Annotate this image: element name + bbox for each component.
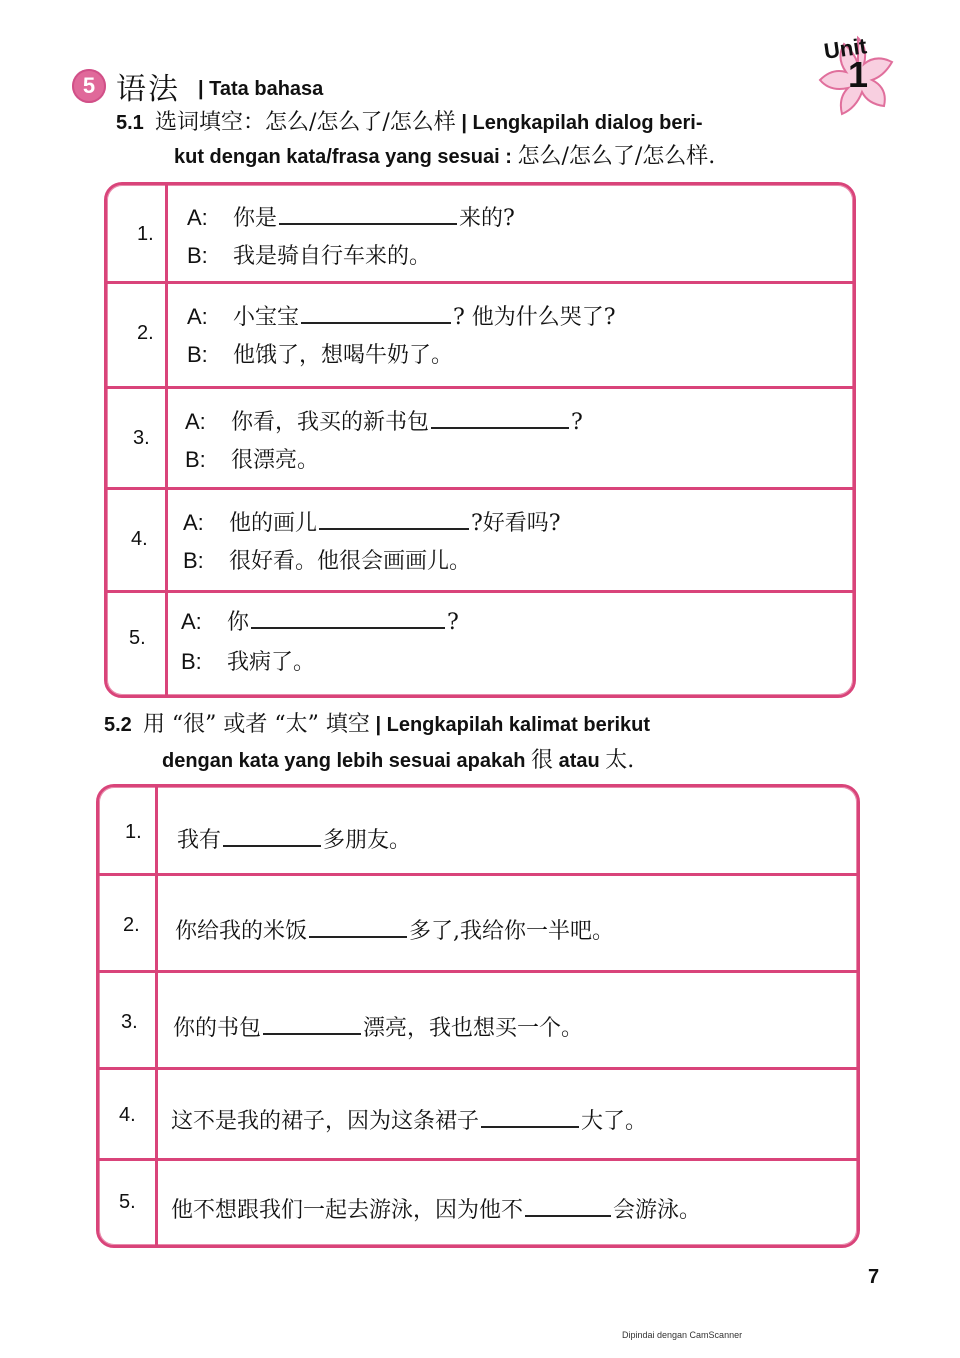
exercise-2-instruction xyxy=(104,708,650,742)
speaker-a: A: xyxy=(183,510,204,535)
word-hen: 很 xyxy=(531,748,554,773)
text-after-blank: 会游泳。 xyxy=(613,1198,702,1223)
exercise-2-instruction-line-2 xyxy=(162,744,634,778)
speaker-a: A: xyxy=(187,205,208,230)
text-before-blank: 你的书包 xyxy=(173,1016,262,1041)
item-number: 4. xyxy=(119,1104,136,1126)
exercise-1-row xyxy=(107,281,853,386)
text-after-blank: ? xyxy=(571,410,583,435)
dialog-line-b xyxy=(183,544,471,575)
dialog-line-a xyxy=(181,605,459,636)
sentence xyxy=(177,823,411,854)
section-subtitle: | Tata bahasa xyxy=(198,77,324,100)
text-before-blank: 你看，我买的新书包 xyxy=(231,410,430,435)
text-after-blank: ?好看吗? xyxy=(471,511,561,536)
exercise-1-row xyxy=(107,487,853,590)
speaker-a: A: xyxy=(185,409,206,434)
exercise-2-row xyxy=(99,873,857,970)
answer-blank[interactable] xyxy=(319,506,469,530)
text-before-blank: 他的画儿 xyxy=(229,511,318,536)
exercise-2-row xyxy=(99,1067,857,1158)
dialog-line-a xyxy=(185,405,583,436)
speaker-b: B: xyxy=(183,548,204,573)
page-number: 7 xyxy=(868,1266,880,1288)
unit-badge xyxy=(810,32,906,120)
exercise-2-instruction-cn: 用 “很” 或者 “太” 填空 xyxy=(142,712,370,737)
answer-blank[interactable] xyxy=(263,1011,361,1035)
response-text: 很漂亮。 xyxy=(231,448,320,473)
exercise-2-instruction-id-1: | Lengkapilah kalimat berikut xyxy=(375,714,651,736)
item-number: 3. xyxy=(121,1011,138,1033)
unit-label: Unit xyxy=(822,33,869,64)
exercise-2-instruction-id-2a: dengan kata yang lebih sesuai apakah xyxy=(162,750,526,772)
answer-blank[interactable] xyxy=(525,1193,611,1217)
text-before-blank: 你是 xyxy=(233,206,278,231)
answer-blank[interactable] xyxy=(223,823,321,847)
speaker-b: B: xyxy=(181,649,202,674)
text-before-blank: 你给我的米饭 xyxy=(175,919,308,944)
speaker-a: A: xyxy=(181,609,202,634)
response-text: 我是骑自行车来的。 xyxy=(233,244,432,269)
exercise-2-row xyxy=(99,787,857,873)
exercise-1-row xyxy=(107,590,853,695)
section-header xyxy=(72,64,323,108)
answer-blank[interactable] xyxy=(301,300,451,324)
dialog-line-b xyxy=(185,443,319,474)
dialog-line-b xyxy=(181,645,315,676)
exercise-1-row xyxy=(107,386,853,487)
text-after-blank: 大了。 xyxy=(581,1109,648,1134)
sentence xyxy=(171,1104,647,1135)
exercise-2-row xyxy=(99,1158,857,1245)
speaker-a: A: xyxy=(187,304,208,329)
exercise-1-instruction-cn: 选词填空：怎么/怎么了/怎么样 xyxy=(154,110,456,135)
exercise-1-instruction xyxy=(116,106,703,140)
item-number: 4. xyxy=(131,528,148,550)
item-number: 5. xyxy=(129,627,146,649)
sentence xyxy=(173,1011,583,1042)
speaker-b: B: xyxy=(187,243,208,268)
speaker-b: B: xyxy=(185,447,206,472)
exercise-1-row xyxy=(107,185,853,281)
text-after-blank: ? xyxy=(447,610,459,635)
exercise-1-instruction-cn-2: 怎么/怎么了/怎么样. xyxy=(517,144,716,169)
text-after-blank: ? 他为什么哭了? xyxy=(453,305,616,330)
text-after-blank: 多朋友。 xyxy=(323,828,412,853)
response-text: 很好看。他很会画画儿。 xyxy=(229,549,472,574)
dialog-line-a xyxy=(187,300,616,331)
speaker-b: B: xyxy=(187,342,208,367)
text-after-blank: 漂亮，我也想买一个。 xyxy=(363,1016,584,1041)
section-number-badge: 5 xyxy=(72,69,106,103)
sentence xyxy=(171,1193,701,1224)
answer-blank[interactable] xyxy=(309,914,407,938)
unit-number: 1 xyxy=(848,54,869,95)
response-text: 我病了。 xyxy=(227,650,316,675)
exercise-2-instruction-id-2b: atau xyxy=(558,750,600,772)
exercise-1-number: 5.1 xyxy=(116,112,144,134)
sentence xyxy=(175,914,614,945)
exercise-2-table xyxy=(96,784,860,1248)
item-number: 2. xyxy=(123,914,140,936)
text-before-blank: 他不想跟我们一起去游泳，因为他不 xyxy=(171,1198,524,1223)
answer-blank[interactable] xyxy=(431,405,569,429)
dialog-line-a xyxy=(183,506,561,537)
exercise-1-instruction-id-2: kut dengan kata/frasa yang sesuai : xyxy=(174,146,512,168)
text-after-blank: 来的? xyxy=(459,206,515,231)
exercise-2-row xyxy=(99,970,857,1067)
dialog-line-b xyxy=(187,338,453,369)
answer-blank[interactable] xyxy=(481,1104,579,1128)
response-text: 他饿了，想喝牛奶了。 xyxy=(233,343,454,368)
text-before-blank: 我有 xyxy=(177,828,222,853)
answer-blank[interactable] xyxy=(251,605,445,629)
scanner-watermark: Dipindai dengan CamScanner xyxy=(622,1330,743,1340)
item-number: 3. xyxy=(133,427,150,449)
exercise-2-number: 5.2 xyxy=(104,714,132,736)
text-before-blank: 这不是我的裙子，因为这条裙子 xyxy=(171,1109,480,1134)
item-number: 5. xyxy=(119,1191,136,1213)
word-tai: 太. xyxy=(605,748,635,773)
dialog-line-a xyxy=(187,201,515,232)
exercise-1-instruction-id-1: | Lengkapilah dialog beri- xyxy=(461,112,703,134)
section-title: 语法 xyxy=(116,72,180,107)
text-before-blank: 小宝宝 xyxy=(233,305,300,330)
text-after-blank: 多了,我给你一半吧。 xyxy=(409,919,615,944)
item-number: 2. xyxy=(137,322,154,344)
exercise-1-instruction-line-2 xyxy=(174,140,715,174)
text-before-blank: 你 xyxy=(227,610,250,635)
item-number: 1. xyxy=(137,223,154,245)
item-number: 1. xyxy=(125,821,142,843)
dialog-line-b xyxy=(187,239,431,270)
answer-blank[interactable] xyxy=(279,201,457,225)
exercise-1-table xyxy=(104,182,856,698)
